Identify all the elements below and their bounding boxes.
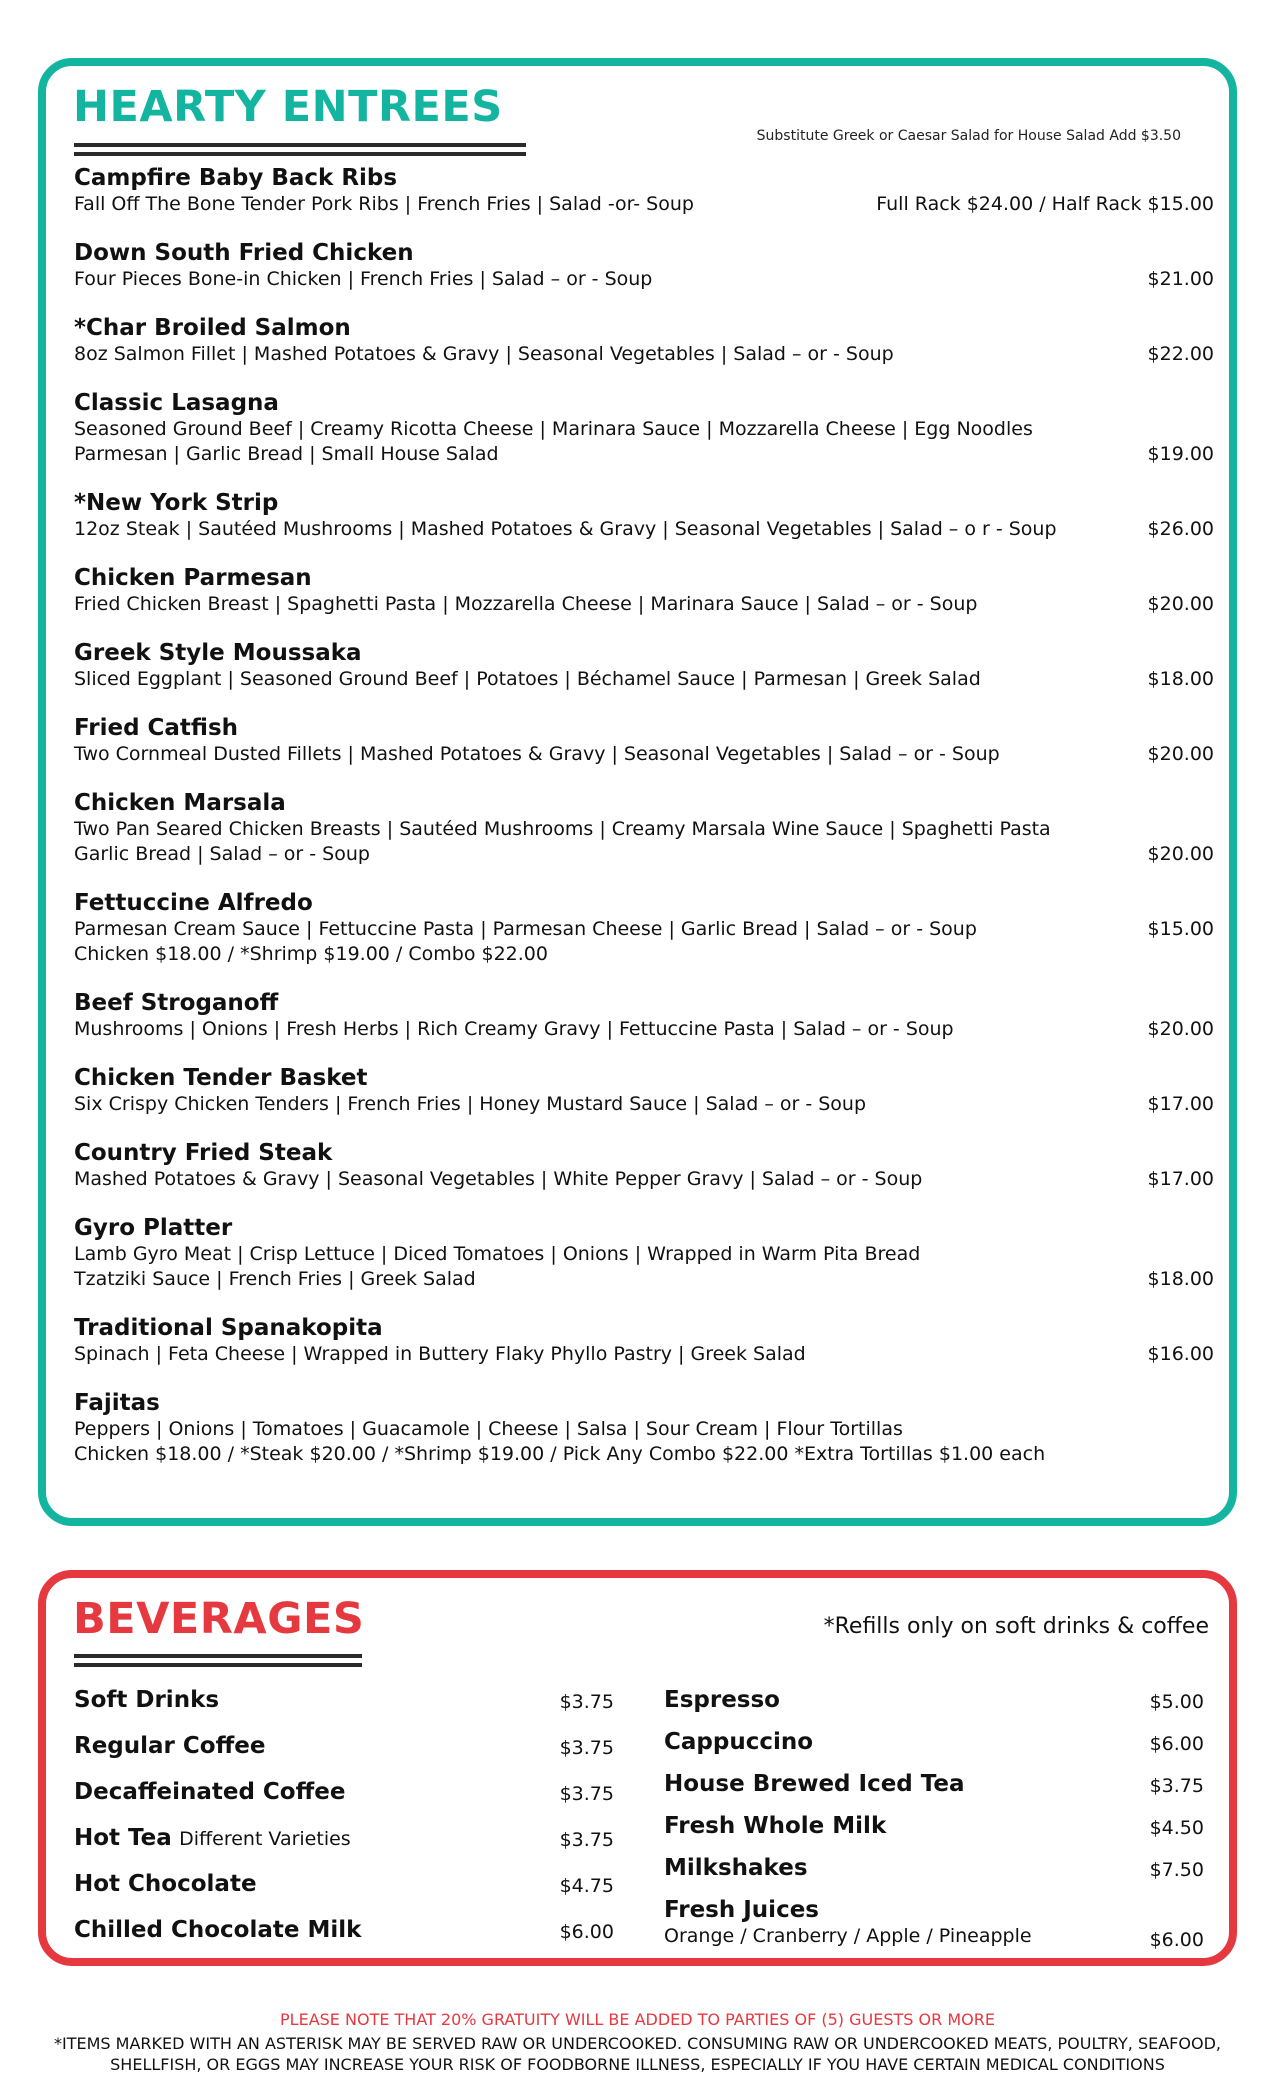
menu-item — [74, 639, 1214, 692]
beverages-panel — [38, 1570, 1237, 1966]
menu-item — [74, 239, 1214, 292]
title-underline — [74, 1663, 362, 1667]
beverage-name: Fresh Juices — [664, 1897, 819, 1923]
beverage-name: Decaffeinated Coffee — [74, 1779, 346, 1805]
beverage-item — [664, 1812, 1204, 1840]
item-name: Classic Lasagna — [74, 390, 279, 416]
item-description: Parmesan | Garlic Bread | Small House Salad — [74, 443, 499, 465]
beverage-item — [664, 1854, 1204, 1882]
item-name: Beef Stroganoff — [74, 990, 279, 1016]
beverage-item — [664, 1770, 1204, 1798]
item-name: Fried Catfish — [74, 715, 239, 741]
item-price: $22.00 — [1147, 343, 1214, 365]
beverage-price: $3.75 — [559, 1829, 614, 1851]
item-name: *Char Broiled Salmon — [74, 315, 351, 341]
item-price: $15.00 — [1147, 918, 1214, 940]
item-name: Campfire Baby Back Ribs — [74, 165, 398, 191]
menu-item — [74, 564, 1214, 617]
beverage-price: $7.50 — [1149, 1859, 1204, 1881]
item-price: $20.00 — [1147, 1018, 1214, 1040]
title-underline — [74, 143, 526, 147]
beverage-price: $3.75 — [559, 1783, 614, 1805]
item-description: Tzatziki Sauce | French Fries | Greek Salad — [74, 1268, 476, 1290]
item-description: Two Cornmeal Dusted Fillets | Mashed Potatoes & Gravy | Seasonal Vegetables | Salad – or - Soup — [74, 743, 1000, 765]
item-description: Six Crispy Chicken Tenders | French Fries | Honey Mustard Sauce | Salad – or - Soup — [74, 1093, 867, 1115]
item-name: Country Fried Steak — [74, 1140, 333, 1166]
beverage-item — [74, 1916, 614, 1944]
item-price: $16.00 — [1147, 1343, 1214, 1365]
item-description: Four Pieces Bone-in Chicken | French Fries | Salad – or - Soup — [74, 268, 653, 290]
beverages-title: BEVERAGES — [73, 1594, 365, 1644]
item-description: Fried Chicken Breast | Spaghetti Pasta | Mozzarella Cheese | Marinara Sauce | Salad – or - Soup — [74, 593, 978, 615]
item-name: *New York Strip — [74, 490, 279, 516]
item-name: Chicken Tender Basket — [74, 1065, 368, 1091]
item-description: Two Pan Seared Chicken Breasts | Sautéed Mushrooms | Creamy Marsala Wine Sauce | Spaghetti Pasta — [74, 818, 1051, 840]
beverage-item — [664, 1896, 1204, 1951]
item-price: $26.00 — [1147, 518, 1214, 540]
beverage-note: Different Varieties — [179, 1828, 351, 1850]
item-description: Garlic Bread | Salad – or - Soup — [74, 843, 370, 865]
item-name: Traditional Spanakopita — [74, 1315, 383, 1341]
beverage-price: $5.00 — [1149, 1691, 1204, 1713]
item-description: 8oz Salmon Fillet | Mashed Potatoes & Gravy | Seasonal Vegetables | Salad – or - Soup — [74, 343, 894, 365]
entrees-title: HEARTY ENTREES — [73, 82, 503, 132]
beverage-price: $3.75 — [559, 1737, 614, 1759]
item-price: $19.00 — [1147, 443, 1214, 465]
beverage-price: $6.00 — [559, 1921, 614, 1943]
item-description: Peppers | Onions | Tomatoes | Guacamole | Cheese | Salsa | Sour Cream | Flour Tortillas — [74, 1418, 903, 1440]
beverage-item — [74, 1732, 614, 1760]
menu-item — [74, 1314, 1214, 1367]
item-description: Seasoned Ground Beef | Creamy Ricotta Cheese | Marinara Sauce | Mozzarella Cheese | Egg Noodles — [74, 418, 1033, 440]
title-underline — [74, 1654, 362, 1658]
substitute-note: Substitute Greek or Caesar Salad for House Salad Add $3.50 — [756, 128, 1181, 144]
item-description: Chicken $18.00 / *Steak $20.00 / *Shrimp $19.00 / Pick Any Combo $22.00 *Extra Tortillas $1.00 each — [74, 1443, 1046, 1465]
item-name: Down South Fried Chicken — [74, 240, 414, 266]
beverage-name: Milkshakes — [664, 1855, 808, 1881]
menu-item — [74, 1064, 1214, 1117]
menu-item — [74, 989, 1214, 1042]
gratuity-note: PLEASE NOTE THAT 20% GRATUITY WILL BE ADDED TO PARTIES OF (5) GUESTS OR MORE — [280, 2010, 995, 2029]
item-name: Gyro Platter — [74, 1215, 233, 1241]
beverage-price: $3.75 — [559, 1691, 614, 1713]
item-name: Greek Style Moussaka — [74, 640, 362, 666]
menu-item — [74, 489, 1214, 542]
menu-item — [74, 389, 1214, 467]
item-name: Chicken Marsala — [74, 790, 286, 816]
menu-item — [74, 314, 1214, 367]
item-description: Spinach | Feta Cheese | Wrapped in Buttery Flaky Phyllo Pastry | Greek Salad — [74, 1343, 806, 1365]
beverage-name: Fresh Whole Milk — [664, 1813, 887, 1839]
menu-item — [74, 164, 1214, 217]
beverage-item — [664, 1686, 1204, 1714]
menu-item — [74, 789, 1214, 867]
item-price: $21.00 — [1147, 268, 1214, 290]
beverage-name: Cappuccino — [664, 1729, 814, 1755]
beverage-item — [74, 1778, 614, 1806]
item-description: Lamb Gyro Meat | Crisp Lettuce | Diced Tomatoes | Onions | Wrapped in Warm Pita Bread — [74, 1243, 921, 1265]
item-price: $17.00 — [1147, 1168, 1214, 1190]
beverage-name: Hot Chocolate — [74, 1871, 257, 1897]
menu-item — [74, 1214, 1214, 1292]
item-description: Sliced Eggplant | Seasoned Ground Beef | Potatoes | Béchamel Sauce | Parmesan | Greek Salad — [74, 668, 981, 690]
item-price: $20.00 — [1147, 743, 1214, 765]
menu-item — [74, 1139, 1214, 1192]
beverage-item — [74, 1870, 614, 1898]
item-description: 12oz Steak | Sautéed Mushrooms | Mashed Potatoes & Gravy | Seasonal Vegetables | Salad – o r - Soup — [74, 518, 1057, 540]
beverage-name: House Brewed Iced Tea — [664, 1771, 965, 1797]
beverage-item — [74, 1824, 614, 1853]
item-price: $18.00 — [1147, 1268, 1214, 1290]
title-underline — [74, 152, 526, 156]
beverage-price: $4.50 — [1149, 1817, 1204, 1839]
beverage-item — [664, 1728, 1204, 1756]
item-name: Fettuccine Alfredo — [74, 890, 313, 916]
item-description: Chicken $18.00 / *Shrimp $19.00 / Combo $22.00 — [74, 943, 548, 965]
beverage-name: Hot Tea — [74, 1825, 172, 1851]
beverage-price: $6.00 — [1149, 1929, 1204, 1951]
item-description: Mashed Potatoes & Gravy | Seasonal Vegetables | White Pepper Gravy | Salad – or - Soup — [74, 1168, 923, 1190]
refill-note: *Refills only on soft drinks & coffee — [823, 1614, 1209, 1639]
beverage-description: Orange / Cranberry / Apple / Pineapple — [664, 1925, 1032, 1947]
item-price: $18.00 — [1147, 668, 1214, 690]
beverage-name: Espresso — [664, 1687, 780, 1713]
beverage-price: $4.75 — [559, 1875, 614, 1897]
item-description: Mushrooms | Onions | Fresh Herbs | Rich Creamy Gravy | Fettuccine Pasta | Salad – or - Soup — [74, 1018, 954, 1040]
beverage-price: $6.00 — [1149, 1733, 1204, 1755]
item-price: $20.00 — [1147, 843, 1214, 865]
entrees-panel — [38, 58, 1237, 1526]
beverage-price: $3.75 — [1149, 1775, 1204, 1797]
item-description: Parmesan Cream Sauce | Fettuccine Pasta | Parmesan Cheese | Garlic Bread | Salad – or - Soup — [74, 918, 977, 940]
raw-food-disclaimer: *ITEMS MARKED WITH AN ASTERISK MAY BE SERVED RAW OR UNDERCOOKED. CONSUMING RAW OR UNDERCOOKED MEATS, POULTRY, SEAFOOD, SHELLFISH, OR EGGS MAY INCREASE YOUR RISK OF FOODBORNE ILLNESS, ESPECIALLY IF YOU HAVE CERTAIN MEDICAL CONDITIONS — [54, 2034, 1221, 2074]
menu-item — [74, 714, 1214, 767]
menu-item — [74, 889, 1214, 967]
beverage-name: Regular Coffee — [74, 1733, 266, 1759]
beverage-name: Chilled Chocolate Milk — [74, 1917, 362, 1943]
menu-item — [74, 1389, 1214, 1467]
item-price: $20.00 — [1147, 593, 1214, 615]
item-price: Full Rack $24.00 / Half Rack $15.00 — [876, 193, 1214, 215]
beverage-name: Soft Drinks — [74, 1687, 220, 1713]
item-name: Fajitas — [74, 1390, 160, 1416]
beverage-item — [74, 1686, 614, 1714]
item-description: Fall Off The Bone Tender Pork Ribs | French Fries | Salad -or- Soup — [74, 193, 694, 215]
item-name: Chicken Parmesan — [74, 565, 312, 591]
item-price: $17.00 — [1147, 1093, 1214, 1115]
